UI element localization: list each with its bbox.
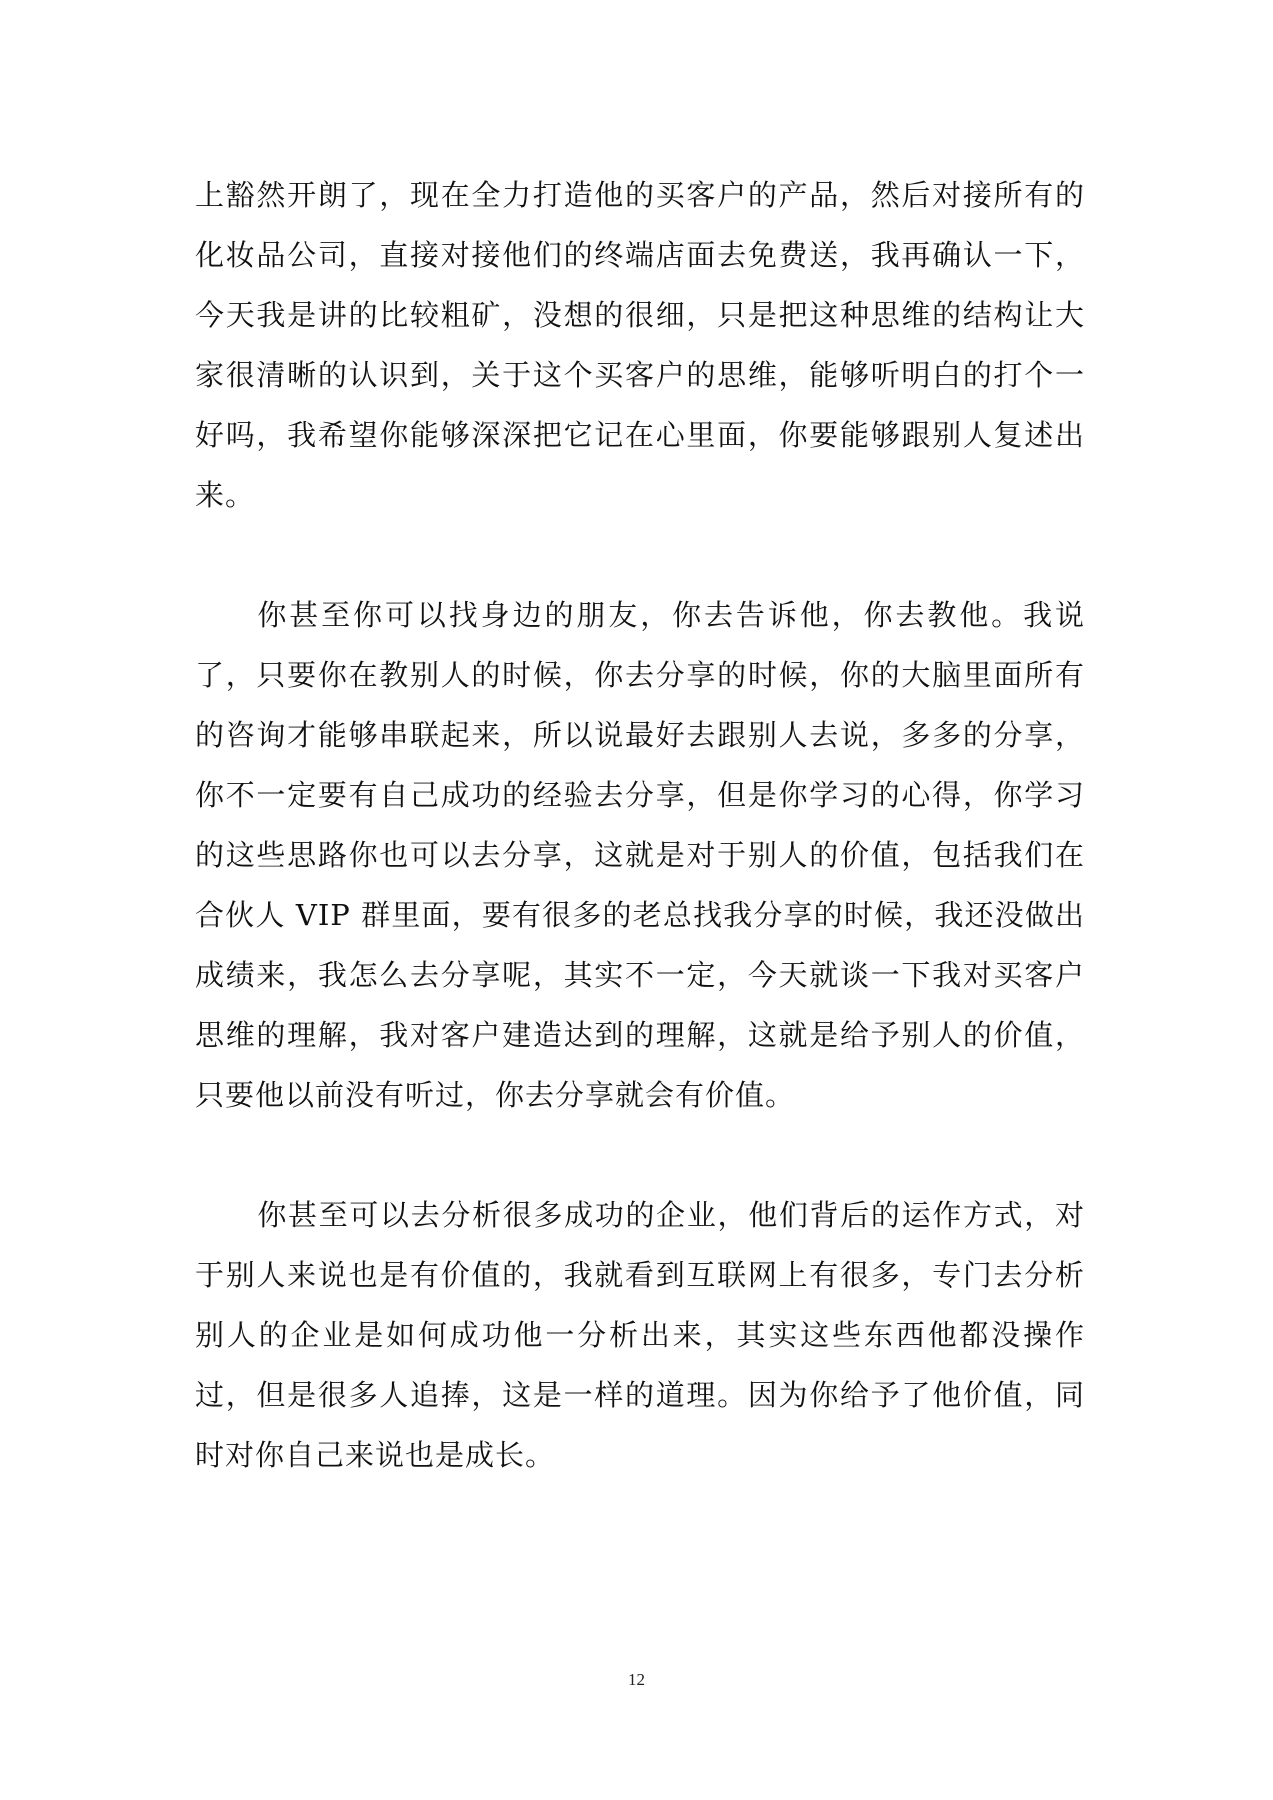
paragraph-1: 上豁然开朗了，现在全力打造他的买客户的产品，然后对接所有的化妆品公司，直接对接他们的终端店面去免费送，我再确认一下，今天我是讲的比较粗矿，没想的很细，只是把这种思维的结构让大家很清晰的认识到，关于这个买客户的思维，能够听明白的打个一好吗，我希望你能够深深把它记在心里面，你要能够跟别人复述出来。 xyxy=(195,178,1085,512)
page-number: 12 xyxy=(628,1670,645,1689)
paragraph-2: 你甚至你可以找身边的朋友，你去告诉他，你去教他。我说了，只要你在教别人的时候，你去分享的时候，你的大脑里面所有的咨询才能够串联起来，所以说最好去跟别人去说，多多的分享，你不一定要有自己成功的经验去分享，但是你学习的心得，你学习的这些思路你也可以去分享，这就是对于别人的价值，包括我们在合伙人 VIP 群里面，要有很多的老总找我分享的时候，我还没做出成绩来，我怎么去分享呢，其实不一定，今天就谈一下我对买客户思维的理解，我对客户建造达到的理解，这就是给予别人的价值，只要他以前没有听过，你去分享就会有价值。 xyxy=(195,598,1085,1112)
document-body xyxy=(195,165,1085,1485)
paragraph-3: 你甚至可以去分析很多成功的企业，他们背后的运作方式，对于别人来说也是有价值的，我就看到互联网上有很多，专门去分析别人的企业是如何成功他一分析出来，其实这些东西他都没操作过，但是很多人追捧，这是一样的道理。因为你给予了他价值，同时对你自己来说也是成长。 xyxy=(195,1198,1085,1472)
